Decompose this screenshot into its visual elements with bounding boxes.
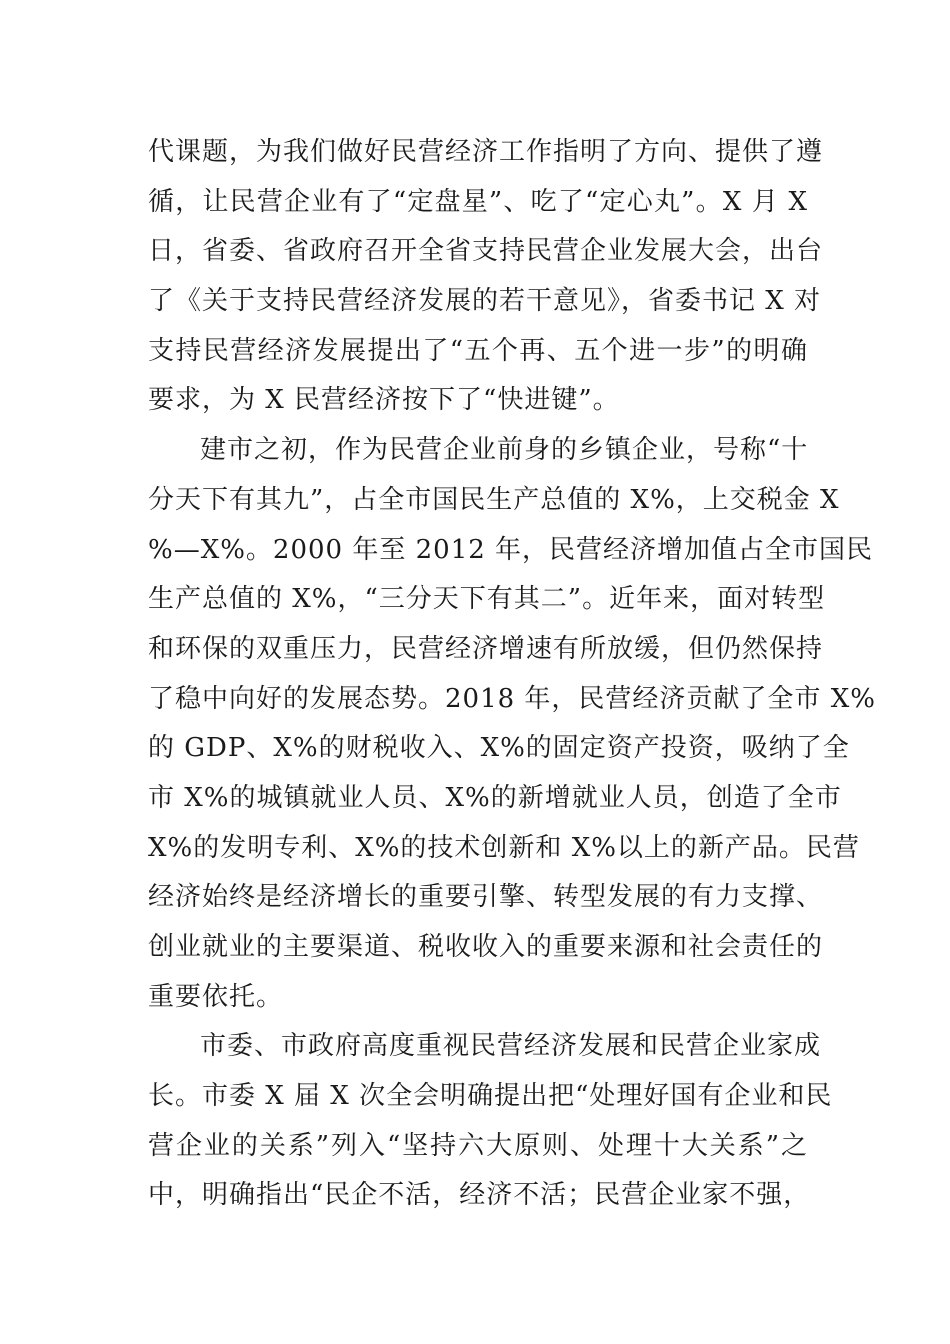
text-line: 生产总值的 X%，“三分天下有其二”。近年来，面对转型	[148, 584, 826, 615]
text-line: 长。市委 X 届 X 次全会明确提出把“处理好国有企业和民	[148, 1081, 833, 1112]
paragraph	[148, 1022, 833, 1221]
text-line: 了《关于支持民营经济发展的若干意见》，省委书记 X 对	[148, 286, 822, 317]
text-line: 重要依托。	[148, 981, 284, 1012]
text-line: %—X%。2000 年至 2012 年，民营经济增加值占全市国民	[148, 534, 874, 565]
paragraph	[148, 426, 876, 1022]
text-line: 分天下有其九”，占全市国民生产总值的 X%，上交税金 X	[148, 484, 840, 515]
text-line: 建市之初，作为民营企业前身的乡镇企业，号称“十	[200, 435, 809, 466]
text-line: 日，省委、省政府召开全省支持民营企业发展大会，出台	[148, 236, 824, 267]
text-line: 和环保的双重压力，民营经济增速有所放缓，但仍然保持	[148, 633, 824, 664]
text-line: 中，明确指出“民企不活，经济不活；民营企业家不强，	[148, 1180, 811, 1211]
text-line: X%的发明专利、X%的技术创新和 X%以上的新产品。民营	[148, 832, 860, 863]
paragraph	[148, 128, 824, 426]
text-line: 支持民营经济发展提出了“五个再、五个进一步”的明确	[148, 335, 808, 366]
text-line: 代课题，为我们做好民营经济工作指明了方向、提供了遵	[148, 137, 824, 167]
text-line: 营企业的关系”列入“坚持六大原则、处理十大关系”之	[148, 1130, 808, 1161]
text-line: 市委、市政府高度重视民营经济发展和民营企业家成	[200, 1031, 822, 1062]
text-line: 要求，为 X 民营经济按下了“快进键”。	[148, 385, 620, 416]
document-body	[148, 128, 876, 1221]
text-line: 经济始终是经济增长的重要引擎、转型发展的有力支撑、	[148, 882, 824, 913]
text-line: 了稳中向好的发展态势。2018 年，民营经济贡献了全市 X%	[148, 683, 876, 714]
text-line: 市 X%的城镇就业人员、X%的新增就业人员，创造了全市	[148, 782, 842, 813]
text-line: 循，让民营企业有了“定盘星”、吃了“定心丸”。X 月 X	[148, 186, 808, 217]
text-line: 的 GDP、X%的财税收入、X%的固定资产投资，吸纳了全	[148, 733, 850, 764]
text-line: 创业就业的主要渠道、税收收入的重要来源和社会责任的	[148, 932, 824, 962]
